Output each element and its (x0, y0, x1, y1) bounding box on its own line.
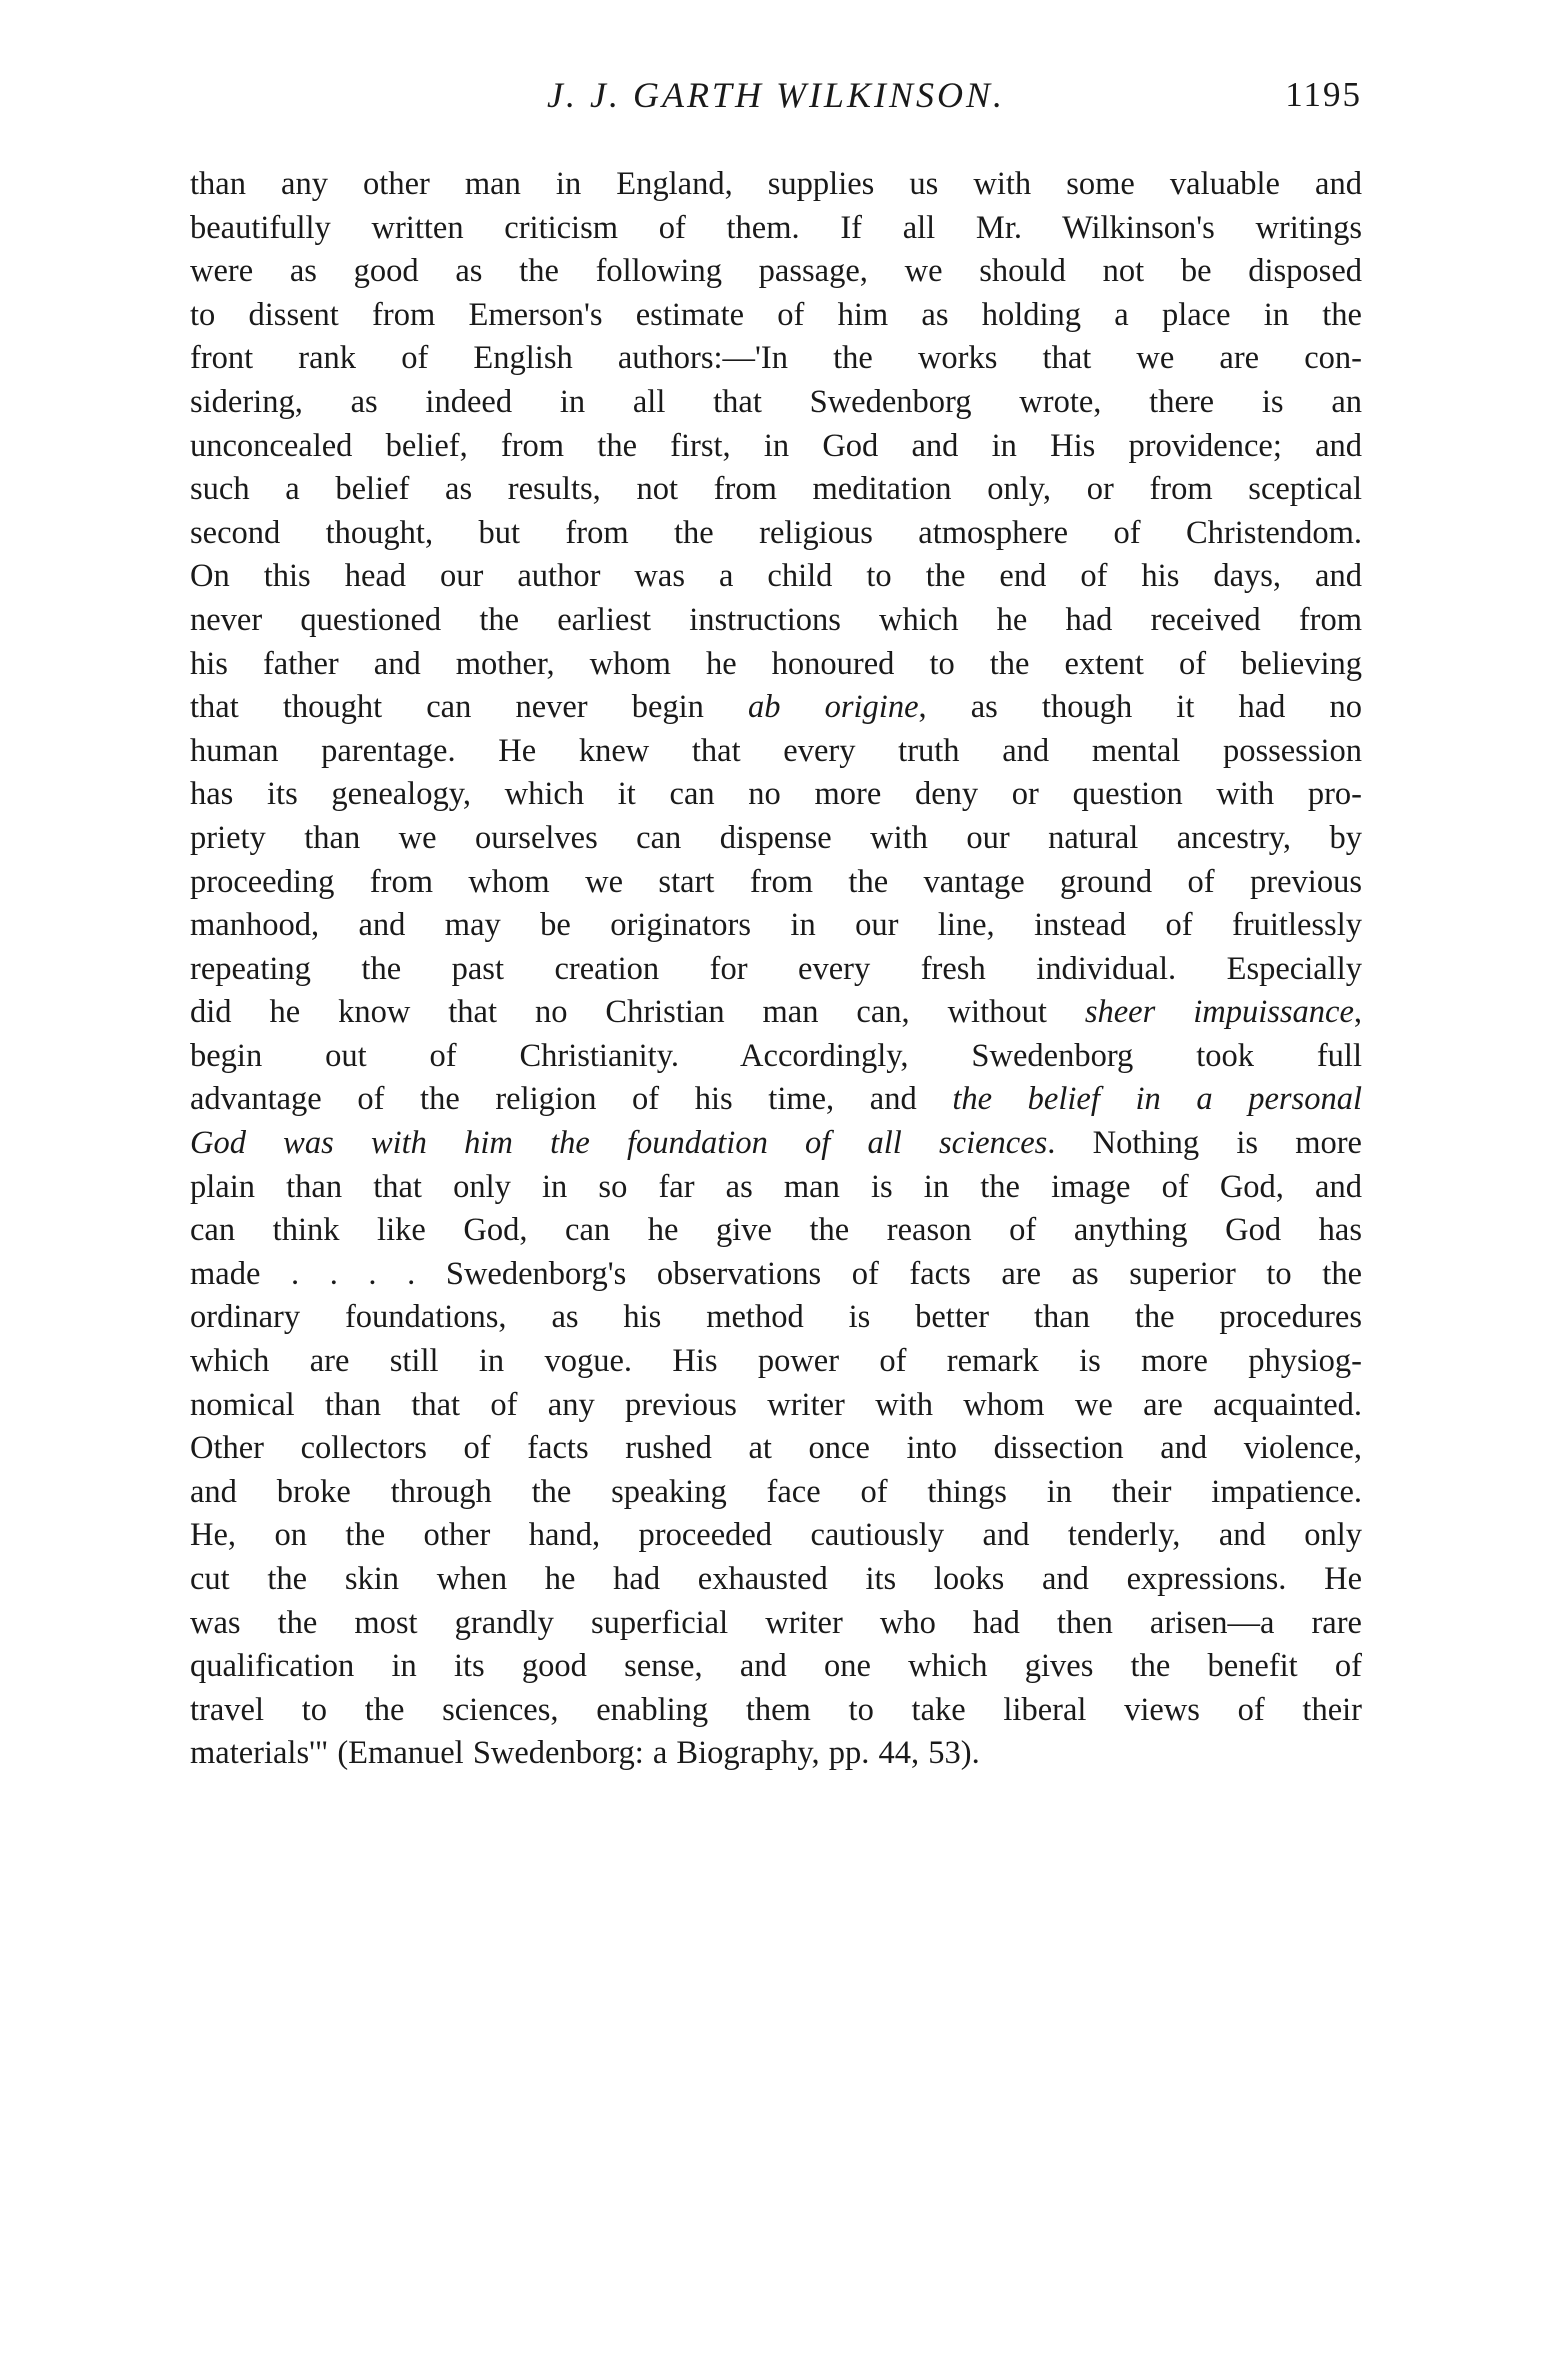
text-line (190, 1340, 1362, 1384)
text-line (190, 686, 1362, 730)
text-line (190, 512, 1362, 556)
text-line (190, 1209, 1362, 1253)
text-line (190, 425, 1362, 469)
text-line (190, 773, 1362, 817)
text-run: , (1353, 994, 1363, 1031)
text-line (190, 1645, 1362, 1689)
text-run: repeating the past creation for every fresh individual. Especially (190, 950, 1362, 987)
text-line (190, 948, 1362, 992)
text-run: priety than we ourselves can dispense with our natural ancestry, by (190, 819, 1362, 856)
text-run: were as good as the following passage, we should not be disposed (190, 253, 1362, 290)
text-line (190, 294, 1362, 338)
text-run: which are still in vogue. His power of remark is more physiog- (190, 1343, 1362, 1380)
text-run: and broke through the speaking face of things in their impatience. (190, 1473, 1362, 1510)
text-run: Other collectors of facts rushed at once into dissection and violence, (190, 1430, 1362, 1467)
text-run: cut the skin when he had exhausted its looks and expressions. He (190, 1561, 1362, 1597)
text-run: never questioned the earliest instructions which he had received from (190, 601, 1362, 638)
text-run: nomical than that of any previous writer with whom we are acquainted. (190, 1386, 1362, 1423)
text-run: to dissent from Emerson's estimate of him as holding a place in the (190, 296, 1362, 333)
text-run: did he know that no Christian man can, without (190, 994, 1085, 1031)
text-run: his father and mother, whom he honoured to the extent of believing (190, 645, 1362, 682)
text-line (190, 337, 1362, 381)
text-run: , as though it had no (918, 689, 1362, 726)
text-line (190, 1558, 1362, 1602)
text-run: that thought can never begin (190, 689, 749, 726)
text-line (190, 468, 1362, 512)
text-run: human parentage. He knew that every truth and mental possession (190, 732, 1362, 769)
text-line (190, 643, 1362, 687)
text-line (190, 1078, 1362, 1122)
text-line (190, 1689, 1362, 1733)
text-line (190, 250, 1362, 294)
italic-text: the belief in a personal (952, 1081, 1362, 1118)
text-line (190, 730, 1362, 774)
text-line (190, 163, 1362, 207)
text-line (190, 207, 1362, 251)
text-line (190, 1253, 1362, 1297)
text-run: made . . . . Swedenborg's observations of facts are as superior to the (190, 1255, 1362, 1292)
page-number: 1195 (1285, 75, 1362, 114)
text-line (190, 555, 1362, 599)
text-run: unconcealed belief, from the first, in God and in His providence; and (190, 427, 1362, 464)
text-line (190, 1427, 1362, 1471)
text-line (190, 381, 1362, 425)
text-line (190, 1122, 1362, 1166)
text-run: advantage of the religion of his time, and (190, 1081, 953, 1118)
italic-text: God was with him the foundation of all sciences (190, 1125, 1048, 1162)
text-line (190, 599, 1362, 643)
text-line (190, 1166, 1362, 1210)
text-line (190, 904, 1362, 948)
body-text (190, 163, 1362, 1776)
text-run: begin out of Christianity. Accordingly, Swedenborg took full (190, 1037, 1362, 1074)
text-run: He, on the other hand, proceeded cautiously and tenderly, and only (190, 1517, 1362, 1554)
text-line (190, 817, 1362, 861)
text-run: materials'" (Emanuel Swedenborg: a Biography, pp. 44, 53). (190, 1735, 980, 1772)
text-run: was the most grandly superficial writer who had then arisen—a rare (190, 1604, 1362, 1641)
text-run: ordinary foundations, as his method is better than the procedures (190, 1299, 1362, 1336)
text-run: . Nothing is more (1047, 1125, 1362, 1162)
text-run: has its genealogy, which it can no more deny or question with pro- (190, 776, 1362, 813)
text-line (190, 1602, 1362, 1646)
text-run: qualification in its good sense, and one which gives the benefit of (190, 1648, 1362, 1685)
text-run: proceeding from whom we start from the vantage ground of previous (190, 863, 1362, 900)
text-run: travel to the sciences, enabling them to take liberal views of their (190, 1691, 1362, 1728)
text-run: such a belief as results, not from meditation only, or from sceptical (190, 471, 1362, 508)
text-line (190, 1471, 1362, 1515)
italic-text: ab origine (748, 689, 919, 726)
text-run: manhood, and may be originators in our line, instead of fruitlessly (190, 907, 1362, 944)
italic-text: sheer impuissance (1084, 994, 1354, 1031)
text-line (190, 1514, 1362, 1558)
text-line (190, 1035, 1362, 1079)
text-line (190, 861, 1362, 905)
text-run: than any other man in England, supplies us with some valuable and (190, 166, 1362, 202)
text-run: front rank of English authors:—'In the works that we are con- (190, 340, 1362, 377)
text-line (190, 1384, 1362, 1428)
text-run: can think like God, can he give the reason of anything God has (190, 1212, 1362, 1249)
running-head (190, 70, 1362, 120)
text-line (190, 1732, 1362, 1776)
text-run: sidering, as indeed in all that Swedenborg wrote, there is an (190, 383, 1362, 420)
text-run: On this head our author was a child to the end of his days, and (190, 558, 1362, 595)
text-line (190, 1296, 1362, 1340)
text-run: beautifully written criticism of them. If all Mr. Wilkinson's writings (190, 209, 1362, 246)
text-run: plain than that only in so far as man is in the image of God, and (190, 1168, 1362, 1205)
text-run: second thought, but from the religious atmosphere of Christendom. (190, 514, 1362, 551)
running-title: J. J. GARTH WILKINSON. (547, 75, 1005, 115)
text-line (190, 991, 1362, 1035)
